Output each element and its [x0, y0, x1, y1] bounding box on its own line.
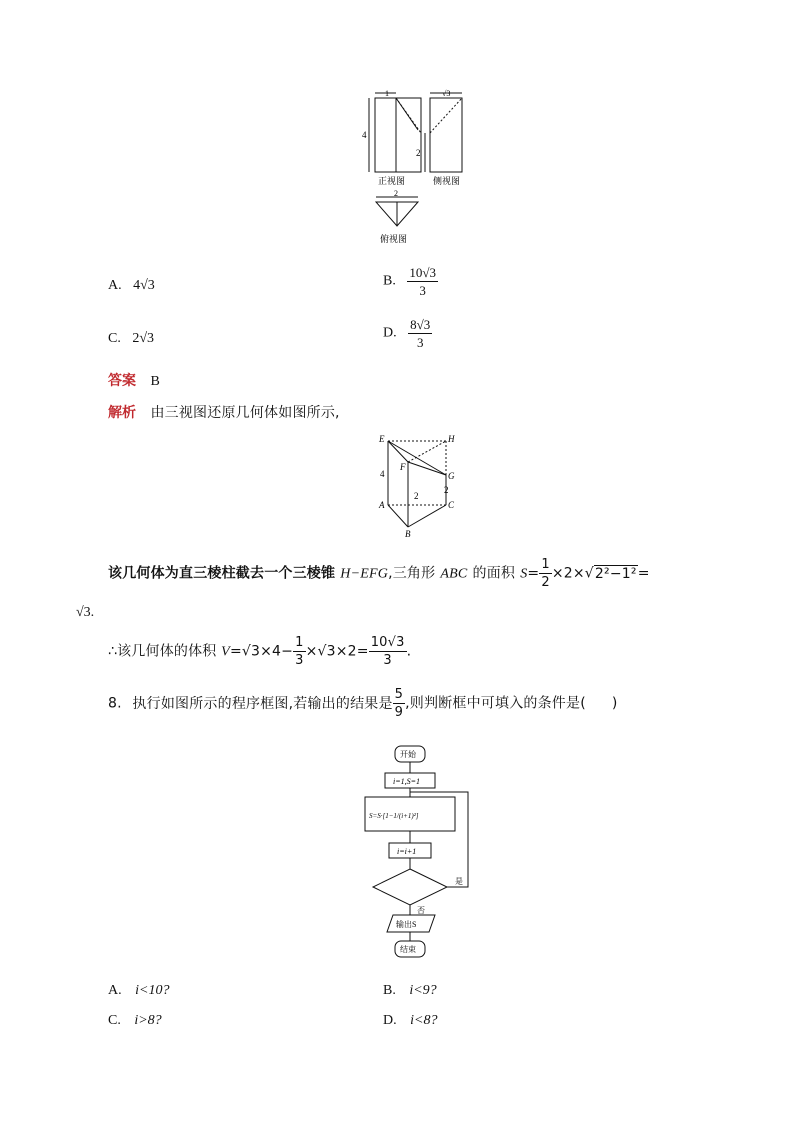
explain2-part1: =√3×4−: [229, 643, 294, 660]
explain1-suffix: 的面积: [472, 565, 516, 582]
analysis-text: 由三视图还原几何体如图所示,: [150, 405, 340, 421]
dim-lower: 2: [416, 148, 421, 158]
q8-number: 8.: [108, 695, 122, 712]
q8-option-d[interactable]: [383, 1013, 437, 1029]
vertex-H: H: [448, 434, 455, 444]
explain1-half-num: 1: [541, 557, 550, 572]
explain1-mid: ,三角形: [388, 565, 436, 582]
vertex-B: B: [405, 529, 411, 539]
flow-incr: i=i+1: [397, 847, 417, 856]
dim-side-width: √3: [442, 89, 451, 98]
solid-dim-2-right: 2: [444, 485, 449, 495]
explain1-half-den: 2: [541, 575, 550, 590]
analysis-line: [108, 402, 340, 422]
dim-height: 4: [362, 130, 367, 140]
explain2-part2: ×√3×2=: [305, 643, 369, 660]
q8-option-c[interactable]: [108, 1013, 162, 1029]
q7-option-d-den: 3: [416, 335, 424, 350]
q7-option-b-num: 10√3: [409, 265, 436, 280]
explain1-S: S: [520, 566, 528, 582]
flow-yes: 是: [455, 877, 463, 886]
vertex-C: C: [448, 500, 455, 510]
explain1-triangle: ABC: [440, 566, 468, 582]
q8-option-a-value: i<10?: [135, 983, 170, 998]
explain2-therefore: ∴该几何体的体积: [108, 643, 217, 660]
top-view-label: 俯视图: [380, 234, 408, 244]
q8-option-d-value: i<8?: [410, 1013, 438, 1028]
answer-label: 答案: [108, 373, 136, 389]
vertex-A: A: [379, 500, 385, 510]
solid-dim-2-mid: 2: [414, 491, 419, 501]
q7-option-a-label: A.: [108, 278, 122, 293]
vertex-E: E: [379, 434, 385, 444]
explain1-times: ×2×: [551, 565, 585, 582]
q8-frac-num: 5: [394, 687, 404, 702]
q8-option-a-label: A.: [108, 983, 122, 998]
explain2-third-den: 3: [295, 653, 304, 668]
side-view-label: 侧视图: [433, 176, 461, 186]
dim-front-width: 1: [385, 89, 389, 98]
explain1-result: √3.: [76, 605, 95, 620]
three-view-figure: [360, 86, 480, 248]
q8-frac-den: 9: [394, 705, 404, 720]
front-view-label: 正视图: [378, 176, 406, 186]
answer-value: B: [150, 374, 160, 389]
q7-option-b[interactable]: [383, 266, 438, 297]
answer-line: [108, 370, 160, 390]
flow-update: S=S·[1−1/(i+1)²]: [369, 812, 419, 820]
q7-option-d-label: D.: [383, 325, 397, 341]
vertex-G: G: [448, 471, 455, 481]
flow-start: 开始: [400, 750, 416, 759]
q7-option-d[interactable]: [383, 318, 432, 349]
explain2-third-num: 1: [295, 635, 304, 650]
solid-figure: [372, 432, 462, 540]
explain2-V: V: [221, 644, 230, 660]
flowchart: [355, 742, 475, 962]
explain2-res-den: 3: [383, 653, 392, 668]
q7-option-a-value: 4√3: [133, 278, 155, 293]
q7-option-d-num: 8√3: [410, 317, 431, 332]
q7-option-c-label: C.: [108, 331, 121, 346]
q8-stem: [108, 688, 618, 719]
q7-option-b-den: 3: [419, 283, 426, 298]
flow-output: 输出S: [396, 920, 417, 929]
q7-option-c[interactable]: [108, 331, 154, 347]
q8-text3: ): [611, 695, 618, 712]
explain1-pyramid: H−EFG: [340, 566, 389, 582]
q8-option-b-label: B.: [383, 983, 396, 998]
explain1-eq2: =: [637, 565, 650, 582]
solid-dim-4: 4: [380, 469, 385, 479]
q7-option-a[interactable]: [108, 278, 155, 294]
q8-option-d-label: D.: [383, 1013, 397, 1028]
explain2-res-num: 10√3: [370, 635, 405, 650]
explain-line-1: 该几何体为直三棱柱截去一个三棱锥 H−EFG,三角形 ABC 的面积 S= $\frac{1}{2}$ ×2×√2²−1²=: [108, 557, 650, 590]
flow-end: 结束: [400, 945, 416, 954]
q8-option-b[interactable]: [383, 983, 437, 999]
explain1-eq: =: [527, 565, 540, 582]
q8-text2: ,则判断框中可填入的条件是(: [405, 695, 586, 712]
q8-option-c-value: i>8?: [134, 1013, 162, 1028]
q8-option-b-value: i<9?: [409, 983, 437, 998]
q7-option-c-value: 2√3: [132, 331, 155, 346]
flow-no: 否: [417, 906, 425, 915]
explain-line-2: [108, 636, 411, 667]
explain1-prefix: 该几何体为直三棱柱截去一个三棱锥: [108, 565, 336, 582]
q8-text1: 执行如图所示的程序框图,若输出的结果是: [132, 695, 393, 712]
explain2-end: .: [406, 643, 412, 660]
q8-option-a[interactable]: [108, 983, 169, 999]
explain1-radicand: 2²−1²: [594, 565, 637, 582]
vertex-F: F: [400, 462, 406, 472]
flow-init: i=1,S=1: [393, 777, 421, 786]
q8-option-c-label: C.: [108, 1013, 121, 1028]
analysis-label: 解析: [108, 405, 136, 421]
q7-option-b-label: B.: [383, 273, 396, 289]
dim-top-width: 2: [394, 189, 398, 198]
